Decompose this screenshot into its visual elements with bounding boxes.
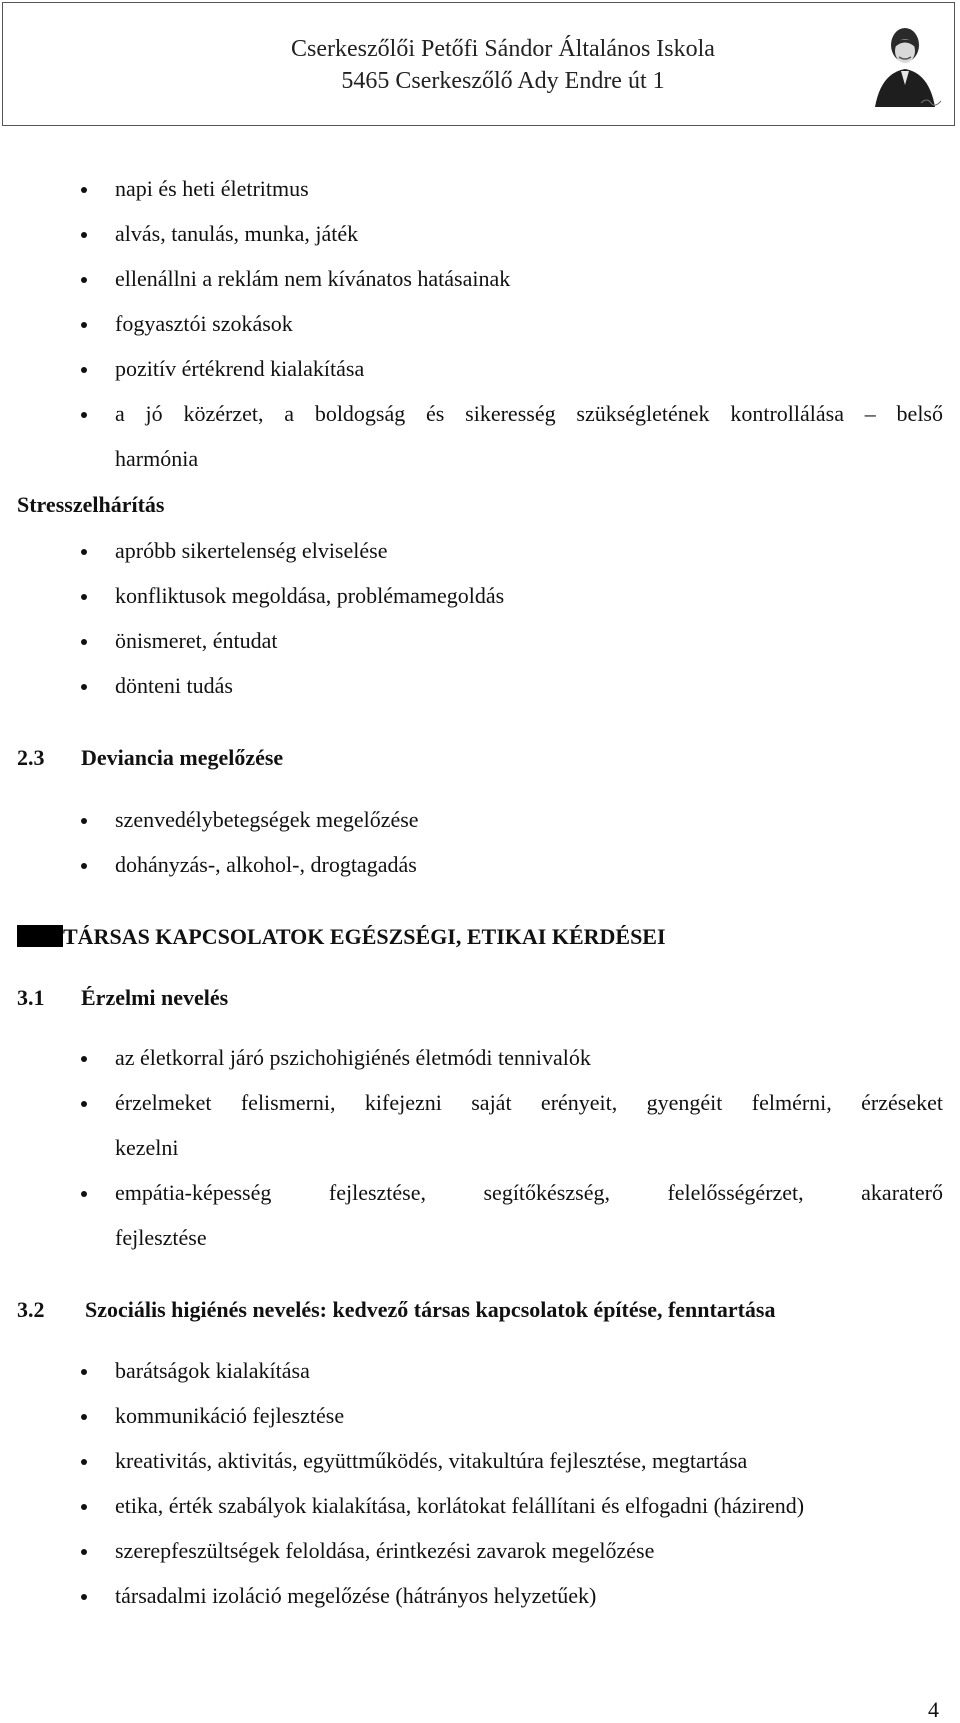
list-item: fogyasztói szokások — [115, 309, 293, 339]
list-item: pozitív értékrend kialakítása — [115, 354, 364, 384]
list-item: barátságok kialakítása — [115, 1356, 310, 1386]
list-item: az életkorral járó pszichohigiénés életmódi tennivalók — [115, 1043, 591, 1073]
list-item: szenvedélybetegségek megelőzése — [115, 805, 419, 835]
section-title: Szociális higiénés nevelés: kedvező társas kapcsolatok építése, fenntartása — [85, 1297, 776, 1322]
section-heading-3-2 — [17, 1295, 776, 1325]
list-item: konfliktusok megoldása, problémamegoldás — [115, 581, 504, 611]
list-item: napi és heti életritmus — [115, 174, 309, 204]
list-item-continuation: fejlesztése — [115, 1225, 207, 1250]
chapter-title: TÁRSAS KAPCSOLATOK EGÉSZSÉGI, ETIKAI KÉRDÉSEI — [63, 924, 666, 949]
subheading-stress: Stresszelhárítás — [17, 492, 165, 517]
list-item: empátia-képesség fejlesztése, segítőkészség, felelősségérzet, akaraterő — [115, 1178, 943, 1208]
list-item: érzelmeket felismerni, kifejezni saját erényeit, gyengéit felmérni, érzéseket — [115, 1088, 943, 1118]
list-item: dönteni tudás — [115, 671, 233, 701]
list-item-continuation: harmónia — [115, 446, 199, 471]
list-item: önismeret, éntudat — [115, 626, 278, 656]
list-item: társadalmi izoláció megelőzése (hátrányos helyzetűek) — [115, 1581, 596, 1611]
redaction-block — [17, 925, 63, 947]
list-item: apróbb sikertelenség elviselése — [115, 536, 387, 566]
school-name: Cserkeszőlői Petőfi Sándor Általános Iskola — [291, 36, 715, 62]
section-heading-3-1 — [17, 983, 228, 1013]
list-item: alvás, tanulás, munka, játék — [115, 219, 358, 249]
section-number: 3.1 — [17, 985, 45, 1010]
page-number: 4 — [928, 1697, 939, 1722]
section-number: 2.3 — [17, 745, 45, 770]
section-heading-2-3 — [17, 743, 283, 773]
section-number: 3.2 — [17, 1297, 45, 1322]
section-title: Érzelmi nevelés — [81, 985, 229, 1010]
list-item: dohányzás-, alkohol-, drogtagadás — [115, 850, 417, 880]
list-item: szerepfeszültségek feloldása, érintkezési zavarok megelőzése — [115, 1536, 654, 1566]
chapter-heading — [17, 922, 666, 952]
list-item-continuation: kezelni — [115, 1135, 179, 1160]
section-title: Deviancia megelőzése — [81, 745, 284, 770]
list-item: ellenállni a reklám nem kívánatos hatásainak — [115, 264, 510, 294]
school-address: 5465 Cserkeszőlő Ady Endre út 1 — [341, 68, 665, 94]
list-item: etika, érték szabályok kialakítása, korlátokat felállítani és elfogadni (házirend) — [115, 1491, 804, 1521]
list-item: kommunikáció fejlesztése — [115, 1401, 344, 1431]
list-item: kreativitás, aktivitás, együttműködés, vitakultúra fejlesztése, megtartása — [115, 1446, 747, 1476]
list-item: a jó közérzet, a boldogság és sikeresség szükségletének kontrollálása – belső — [115, 399, 943, 429]
